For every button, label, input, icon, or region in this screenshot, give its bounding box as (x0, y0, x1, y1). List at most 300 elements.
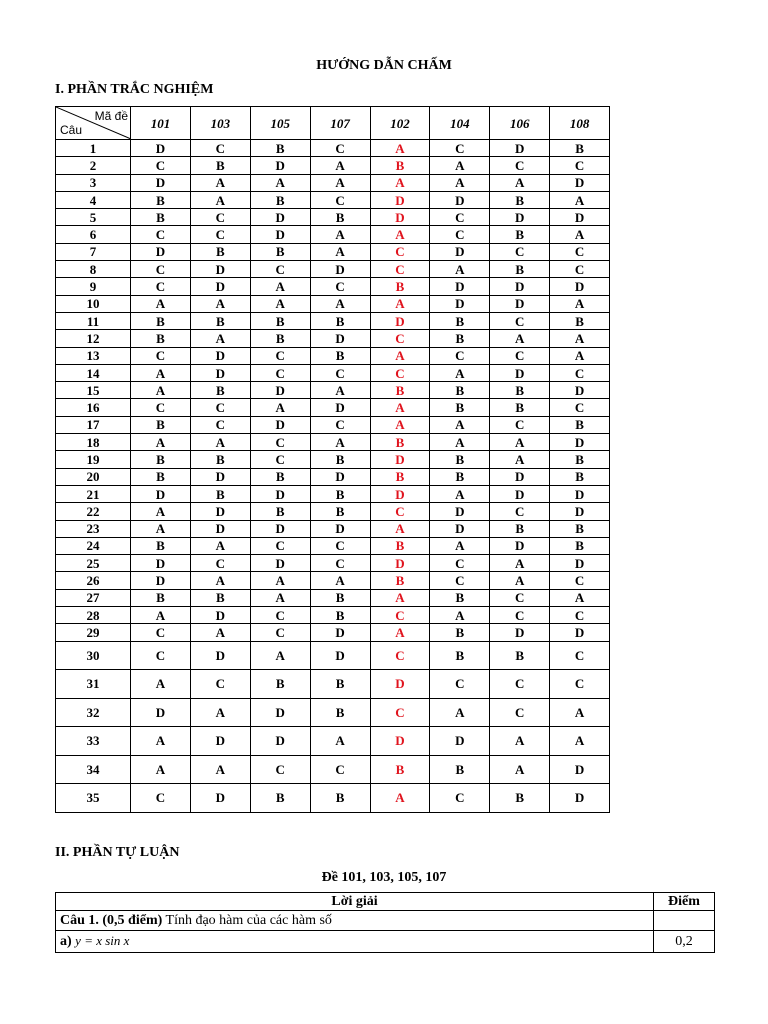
answer-row (56, 520, 610, 537)
answer-cell: D (190, 261, 250, 278)
answer-cell: A (430, 416, 490, 433)
answer-cell: B (550, 416, 610, 433)
answer-row (56, 468, 610, 485)
question-number: 15 (56, 382, 131, 399)
answer-cell: B (550, 520, 610, 537)
answer-cell: B (370, 537, 430, 554)
answer-cell: B (490, 261, 550, 278)
answer-cell: B (131, 537, 191, 554)
answer-row (56, 503, 610, 520)
answer-cell: D (370, 485, 430, 502)
answer-cell: A (550, 589, 610, 606)
answer-cell: B (310, 485, 370, 502)
answer-row (56, 434, 610, 451)
answer-cell: A (190, 174, 250, 191)
answer-cell: D (550, 784, 610, 813)
answer-cell: A (430, 537, 490, 554)
answer-cell: A (310, 434, 370, 451)
answer-cell: A (370, 784, 430, 813)
answer-cell: D (310, 520, 370, 537)
answer-cell: B (131, 191, 191, 208)
exam-code-header: Mã đề (94, 109, 128, 123)
answer-cell: C (370, 698, 430, 727)
answer-cell: B (131, 209, 191, 226)
answer-row (56, 382, 610, 399)
answer-cell: A (490, 330, 550, 347)
answer-cell: A (490, 434, 550, 451)
answer-cell: C (190, 209, 250, 226)
answer-cell: D (310, 624, 370, 641)
answer-cell: A (250, 278, 310, 295)
answer-cell: A (190, 295, 250, 312)
exam-code-0: 101 (131, 107, 191, 140)
points-header: Điểm (654, 893, 715, 911)
answer-cell: A (250, 641, 310, 670)
question-number: 35 (56, 784, 131, 813)
answer-cell: A (430, 261, 490, 278)
answer-cell: B (430, 399, 490, 416)
answer-cell: B (370, 434, 430, 451)
answer-cell: D (190, 607, 250, 624)
answer-cell: C (430, 555, 490, 572)
answer-cell: A (310, 174, 370, 191)
answer-cell: B (310, 503, 370, 520)
answer-cell: C (310, 537, 370, 554)
answer-cell: C (250, 261, 310, 278)
answer-row (56, 330, 610, 347)
answer-cell: D (310, 261, 370, 278)
question-number: 5 (56, 209, 131, 226)
answer-cell: B (490, 191, 550, 208)
answer-cell: D (490, 468, 550, 485)
question-number: 24 (56, 537, 131, 554)
answer-cell: D (310, 399, 370, 416)
question-number: 2 (56, 157, 131, 174)
answer-cell: B (370, 755, 430, 784)
answer-cell: D (250, 226, 310, 243)
answer-cell: B (310, 698, 370, 727)
answer-cell: C (131, 784, 191, 813)
answer-cell: A (370, 295, 430, 312)
question-number: 13 (56, 347, 131, 364)
answer-cell: C (250, 624, 310, 641)
answer-row (56, 485, 610, 502)
answer-cell: C (131, 261, 191, 278)
answer-cell: D (310, 641, 370, 670)
answer-cell: B (250, 468, 310, 485)
answer-row (56, 312, 610, 329)
answer-cell: D (370, 727, 430, 756)
answer-cell: C (550, 670, 610, 699)
answer-cell: D (550, 174, 610, 191)
question-number: 3 (56, 174, 131, 191)
answer-cell: B (310, 209, 370, 226)
answer-cell: C (490, 589, 550, 606)
answer-cell: D (490, 624, 550, 641)
answer-cell: A (550, 698, 610, 727)
answer-cell: C (550, 399, 610, 416)
answer-cell: A (430, 698, 490, 727)
answer-row (56, 191, 610, 208)
answer-cell: C (490, 312, 550, 329)
answer-cell: D (490, 278, 550, 295)
answer-cell: D (490, 364, 550, 381)
answer-cell: A (490, 572, 550, 589)
answer-cell: A (370, 520, 430, 537)
question-1-row (56, 911, 715, 931)
answer-cell: A (190, 330, 250, 347)
answer-cell: A (370, 140, 430, 157)
answer-cell: C (190, 670, 250, 699)
answer-cell: C (310, 191, 370, 208)
answer-cell: C (310, 140, 370, 157)
answer-cell: A (131, 755, 191, 784)
exam-code-2: 105 (250, 107, 310, 140)
question-number: 4 (56, 191, 131, 208)
answer-cell: D (310, 330, 370, 347)
answer-cell: B (190, 589, 250, 606)
answer-cell: D (490, 209, 550, 226)
answer-cell: C (550, 261, 610, 278)
answer-cell: C (370, 243, 430, 260)
answer-cell: C (550, 572, 610, 589)
answer-cell: D (250, 520, 310, 537)
answer-row (56, 670, 610, 699)
answer-cell: C (550, 364, 610, 381)
answer-cell: B (490, 520, 550, 537)
answer-cell: C (131, 278, 191, 295)
answer-cell: D (250, 485, 310, 502)
answer-cell: D (430, 503, 490, 520)
answer-cell: D (490, 295, 550, 312)
answer-cell: D (430, 278, 490, 295)
answer-cell: D (250, 382, 310, 399)
answer-cell: A (131, 434, 191, 451)
answer-cell: C (131, 399, 191, 416)
answer-cell: D (370, 555, 430, 572)
answer-cell: B (550, 312, 610, 329)
answer-cell: B (430, 589, 490, 606)
answer-cell: B (131, 416, 191, 433)
answer-cell: A (131, 382, 191, 399)
answer-cell: D (250, 416, 310, 433)
answer-cell: C (370, 641, 430, 670)
exam-code-4: 102 (370, 107, 430, 140)
answer-cell: C (490, 416, 550, 433)
question-number: 23 (56, 520, 131, 537)
answer-cell: B (550, 468, 610, 485)
answer-cell: C (190, 140, 250, 157)
answer-cell: B (490, 784, 550, 813)
question-number: 33 (56, 727, 131, 756)
answer-cell: C (490, 347, 550, 364)
answer-cell: C (131, 347, 191, 364)
answer-cell: D (430, 191, 490, 208)
answer-cell: C (250, 434, 310, 451)
answer-cell: C (131, 226, 191, 243)
answer-key-header-row (56, 107, 610, 140)
answer-cell: B (490, 641, 550, 670)
answer-cell: D (131, 572, 191, 589)
answer-cell: A (430, 485, 490, 502)
answer-cell: C (490, 157, 550, 174)
answer-cell: A (190, 755, 250, 784)
answer-cell: D (190, 347, 250, 364)
answer-cell: C (190, 416, 250, 433)
answer-cell: D (190, 727, 250, 756)
answer-cell: C (250, 347, 310, 364)
answer-cell: C (190, 555, 250, 572)
answer-cell: C (430, 347, 490, 364)
answer-row (56, 278, 610, 295)
answer-cell: D (190, 641, 250, 670)
answer-cell: A (370, 226, 430, 243)
answer-cell: D (250, 209, 310, 226)
answer-cell: D (550, 434, 610, 451)
answer-cell: B (370, 468, 430, 485)
answer-cell: A (370, 589, 430, 606)
document-title: HƯỚNG DẪN CHẤM (316, 58, 452, 73)
part-a-row (56, 931, 715, 953)
answer-cell: B (370, 278, 430, 295)
answer-cell: B (430, 382, 490, 399)
answer-cell: B (250, 330, 310, 347)
question-number: 19 (56, 451, 131, 468)
question-number: 20 (56, 468, 131, 485)
answer-cell: D (190, 468, 250, 485)
answer-cell: A (131, 295, 191, 312)
question-1-label: Câu 1. (0,5 điểm) (60, 912, 163, 928)
answer-row (56, 140, 610, 157)
answer-cell: A (310, 382, 370, 399)
answer-cell: A (250, 589, 310, 606)
answer-row (56, 641, 610, 670)
answer-cell: B (370, 572, 430, 589)
answer-cell: D (370, 451, 430, 468)
answer-cell: C (550, 157, 610, 174)
answer-cell: B (250, 312, 310, 329)
answer-row (56, 209, 610, 226)
answer-cell: D (131, 555, 191, 572)
answer-cell: B (370, 157, 430, 174)
question-number: 29 (56, 624, 131, 641)
answer-cell: C (490, 670, 550, 699)
answer-cell: B (490, 226, 550, 243)
answer-row (56, 226, 610, 243)
answer-cell: A (430, 364, 490, 381)
question-number: 31 (56, 670, 131, 699)
answer-row (56, 698, 610, 727)
question-number: 16 (56, 399, 131, 416)
answer-cell: A (310, 226, 370, 243)
question-number: 9 (56, 278, 131, 295)
answer-cell: A (310, 295, 370, 312)
answer-cell: A (310, 243, 370, 260)
answer-cell: D (550, 555, 610, 572)
answer-cell: A (550, 295, 610, 312)
answer-cell: C (550, 607, 610, 624)
answer-row (56, 243, 610, 260)
answer-cell: B (490, 399, 550, 416)
question-number: 30 (56, 641, 131, 670)
answer-cell: D (550, 209, 610, 226)
answer-cell: A (490, 174, 550, 191)
question-number: 8 (56, 261, 131, 278)
answer-cell: D (250, 727, 310, 756)
answer-cell: B (430, 624, 490, 641)
answer-cell: A (190, 537, 250, 554)
answer-cell: A (430, 434, 490, 451)
question-number: 26 (56, 572, 131, 589)
answer-cell: C (250, 364, 310, 381)
exam-code-3: 107 (310, 107, 370, 140)
question-number: 34 (56, 755, 131, 784)
answer-cell: A (131, 520, 191, 537)
answer-row (56, 261, 610, 278)
part-a-label: a) (60, 934, 72, 949)
answer-cell: A (550, 191, 610, 208)
answer-cell: A (490, 727, 550, 756)
exam-code-1: 103 (190, 107, 250, 140)
answer-cell: B (310, 312, 370, 329)
answer-cell: B (250, 191, 310, 208)
answer-cell: B (190, 243, 250, 260)
exam-code-7: 108 (550, 107, 610, 140)
answer-cell: A (310, 572, 370, 589)
answer-cell: D (430, 243, 490, 260)
answer-row (56, 784, 610, 813)
answer-cell: A (310, 727, 370, 756)
answer-cell: A (430, 174, 490, 191)
answer-cell: C (430, 140, 490, 157)
answer-cell: B (310, 589, 370, 606)
exam-code-5: 104 (430, 107, 490, 140)
part-a-cell (56, 931, 654, 953)
answer-row (56, 451, 610, 468)
answer-cell: C (190, 226, 250, 243)
answer-key-body (56, 107, 610, 813)
answer-cell: C (490, 607, 550, 624)
part-a-points: 0,2 (654, 931, 715, 953)
answer-row (56, 555, 610, 572)
answer-cell: A (190, 434, 250, 451)
answer-cell: D (190, 520, 250, 537)
answer-cell: A (430, 607, 490, 624)
answer-cell: D (430, 295, 490, 312)
answer-cell: C (430, 784, 490, 813)
answer-cell: B (131, 330, 191, 347)
answer-cell: A (190, 572, 250, 589)
answer-cell: B (250, 670, 310, 699)
answer-cell: C (370, 503, 430, 520)
question-1-cell (56, 911, 654, 931)
solution-header-row (56, 893, 715, 911)
solution-header: Lời giải (56, 893, 654, 911)
answer-cell: A (430, 157, 490, 174)
answer-cell: C (370, 330, 430, 347)
answer-cell: C (310, 364, 370, 381)
answer-cell: D (250, 698, 310, 727)
answer-cell: C (131, 157, 191, 174)
question-number: 1 (56, 140, 131, 157)
answer-cell: B (550, 451, 610, 468)
answer-cell: D (490, 485, 550, 502)
answer-row (56, 572, 610, 589)
answer-cell: D (190, 278, 250, 295)
answer-cell: A (370, 399, 430, 416)
answer-cell: C (490, 698, 550, 727)
answer-cell: B (131, 312, 191, 329)
question-number: 10 (56, 295, 131, 312)
answer-cell: A (550, 347, 610, 364)
answer-row (56, 416, 610, 433)
answer-cell: A (490, 451, 550, 468)
section-multiple-choice-heading: I. PHẦN TRẮC NGHIỆM (55, 82, 214, 97)
answer-cell: D (370, 209, 430, 226)
answer-cell: B (131, 451, 191, 468)
answer-row (56, 399, 610, 416)
solution-table (55, 892, 715, 953)
question-number: 28 (56, 607, 131, 624)
answer-cell: D (190, 784, 250, 813)
answer-cell: A (190, 191, 250, 208)
answer-cell: D (490, 537, 550, 554)
answer-row (56, 347, 610, 364)
question-number: 11 (56, 312, 131, 329)
answer-cell: B (430, 330, 490, 347)
answer-cell: D (550, 503, 610, 520)
answer-cell: A (370, 416, 430, 433)
answer-key-table (55, 106, 610, 813)
answer-cell: B (430, 641, 490, 670)
answer-row (56, 537, 610, 554)
answer-cell: C (250, 755, 310, 784)
answer-cell: C (250, 451, 310, 468)
answer-cell: B (430, 312, 490, 329)
answer-cell: C (310, 278, 370, 295)
answer-cell: D (550, 382, 610, 399)
answer-cell: D (131, 140, 191, 157)
answer-cell: D (190, 364, 250, 381)
answer-cell: C (430, 572, 490, 589)
question-number: 6 (56, 226, 131, 243)
answer-cell: A (131, 727, 191, 756)
answer-cell: B (250, 784, 310, 813)
corner-header-cell (56, 107, 131, 140)
section-essay-heading: II. PHẦN TỰ LUẬN (55, 845, 180, 860)
essay-exam-codes: Đề 101, 103, 105, 107 (321, 870, 447, 885)
answer-cell: C (190, 399, 250, 416)
answer-cell: B (550, 140, 610, 157)
answer-cell: C (131, 641, 191, 670)
answer-cell: A (550, 330, 610, 347)
question-number: 7 (56, 243, 131, 260)
answer-cell: B (370, 382, 430, 399)
answer-cell: D (430, 727, 490, 756)
answer-cell: A (190, 624, 250, 641)
answer-row (56, 589, 610, 606)
answer-row (56, 157, 610, 174)
answer-cell: A (250, 572, 310, 589)
answer-cell: A (131, 503, 191, 520)
answer-cell: C (430, 670, 490, 699)
answer-cell: A (250, 399, 310, 416)
exam-code-6: 106 (490, 107, 550, 140)
answer-cell: A (550, 727, 610, 756)
answer-row (56, 755, 610, 784)
answer-cell: D (370, 191, 430, 208)
answer-cell: C (550, 641, 610, 670)
